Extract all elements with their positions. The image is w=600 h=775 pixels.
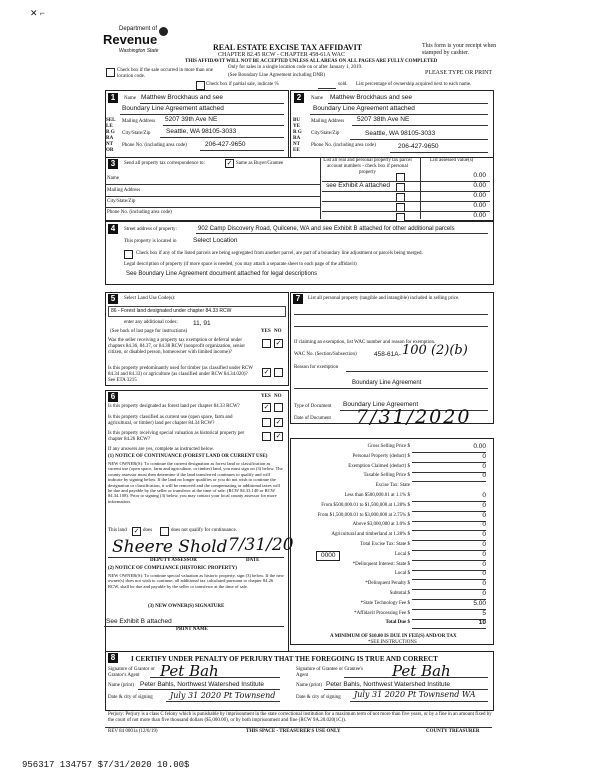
same-as-buyer-label: Same as Buyer/Grantee <box>236 161 284 166</box>
section-4-number: 4 <box>108 224 118 234</box>
tax-row-label: Local $ <box>394 571 410 577</box>
does-qualify-checkbox[interactable]: ✓ <box>133 527 140 535</box>
logo-state-text: Washington State <box>119 48 159 54</box>
historic-text: NEW OWNER(S): To continue special valuation as historic property, sign (3) below. If the new owner(s) does not wish to continue, all additional tax calculated pursuant to chapter 84.26 RCW, shall be due and payable by the seller or transferor at the time of sale. <box>108 573 284 589</box>
tax-row-label: Above $3,000,000 at 3.0% $ <box>352 522 410 528</box>
s6-question-2: Is this property classified as current use (open space, farm and agricultural, or timber) land per chapter 84.34 RCW? <box>108 415 233 426</box>
tax-row <box>292 610 492 620</box>
logo-revenue-text: Revenue <box>103 32 158 47</box>
treasurer-only: THIS SPACE - TREASURER'S USE ONLY <box>246 729 341 734</box>
land-use-label: Select Land Use Code(s): <box>124 296 176 301</box>
wac-subsection[interactable]: 100 (2)(b) <box>402 343 468 358</box>
continuance-title: (1) NOTICE OF CONTINUANCE (FOREST LAND OR CURRENT USE) <box>108 454 268 459</box>
s6-no-label: NO <box>274 394 282 399</box>
seller-phone-label: Phone No. (including area code) <box>122 143 187 148</box>
if-yes-note: If any answers are yes, complete as instructed below. <box>108 447 215 452</box>
local-code-box[interactable]: 0000 <box>316 551 340 561</box>
reason-label: Reason for exemption <box>294 365 339 370</box>
s3-divider-1 <box>320 157 321 219</box>
parcel-row <box>322 181 490 191</box>
county-treasurer: COUNTY TREASURER <box>426 729 480 734</box>
sold-label: sold. <box>338 82 348 87</box>
parcel-value[interactable]: 0.00 <box>473 182 486 189</box>
tax-row <box>292 482 492 492</box>
street-address[interactable]: 902 Camp Discovery Road, Quilcene, WA and see Exhibit B attached for other additional parcels <box>198 226 455 232</box>
grantor-sig-label: Signature of Grantor or Grantor's Agent <box>108 667 155 678</box>
grantor-signature[interactable]: Pet Bah <box>160 662 219 680</box>
tax-row-label: Less than $500,000.01 at 1.1% $ <box>344 492 410 498</box>
partial-percent-line <box>318 88 336 89</box>
tax-row-label: Taxable Selling Price $ <box>363 473 410 479</box>
see-back-note: (See back of last page for instructions) <box>110 329 188 334</box>
parcel-number[interactable]: see Exhibit A attached <box>326 182 390 189</box>
new-owner-signature-label: (3) NEW OWNER(S) SIGNATURE <box>148 604 225 609</box>
tax-row <box>292 561 492 571</box>
seller-name2-line <box>120 114 284 115</box>
tax-row <box>292 580 492 590</box>
reason-value[interactable]: Boundary Line Agreement <box>352 380 422 386</box>
tax-row-label: Total Due $ <box>385 620 410 626</box>
land-use-select[interactable] <box>108 306 286 317</box>
grantor-date-line <box>166 701 280 702</box>
legal-label: Legal description of property (if more space is needed, you may attach a separate sheet to each page of the affidavit) <box>124 262 357 267</box>
tax-row <box>292 502 492 512</box>
street-label: Street address of property: <box>124 227 177 232</box>
tax-row <box>292 472 492 482</box>
tax-row-value[interactable]: 10 <box>478 619 486 627</box>
tax-row-label: *Affidavit Processing Fee $ <box>354 610 410 616</box>
tax-row-value[interactable]: 0 <box>482 550 486 558</box>
does-label: does <box>143 528 153 533</box>
tax-row-value[interactable]: 5 <box>482 609 486 617</box>
assessor-signature[interactable]: Sheere Shold <box>112 537 228 557</box>
tax-row-value[interactable]: 0 <box>482 531 486 539</box>
tax-row-label: Gross Selling Price $ <box>367 444 410 449</box>
tax-row <box>292 541 492 551</box>
date-label: DATE <box>246 558 260 563</box>
s3-city-label: City/State/Zip <box>107 199 136 204</box>
s6-q2-yes-checkbox[interactable] <box>262 418 271 427</box>
multiple-locations-checkbox[interactable] <box>106 68 115 77</box>
tax-row <box>292 570 492 580</box>
parcel-header: List all real and personal property tax parcel account numbers - check box if personal property <box>323 158 412 175</box>
seller-address-line <box>163 125 284 126</box>
doc-date-label: Date of Document <box>294 416 331 421</box>
section-6-number: 6 <box>108 392 118 402</box>
s5-q2-yes-checkbox[interactable]: ✓ <box>263 368 270 376</box>
partial-sale-checkbox[interactable] <box>196 81 205 90</box>
tax-row-label: Personal Property (deduct) $ <box>352 453 410 459</box>
tax-row-value[interactable]: 0 <box>482 570 486 578</box>
tax-row-label: From $1,500,000.01 to $3,000,000 at 2.75% $ <box>317 512 410 518</box>
tax-row-value[interactable]: 5.00 <box>473 599 486 607</box>
seller-city-line <box>160 137 284 138</box>
list-percentage-note: List percentage of ownership acquired next to each name. <box>356 82 472 87</box>
historic-title: (2) NOTICE OF COMPLIANCE (HISTORIC PROPERTY) <box>108 566 237 571</box>
buyer-phone-line <box>390 152 488 153</box>
section-1-number: 1 <box>108 93 118 103</box>
located-label: This property is located in <box>124 239 177 244</box>
recording-stamp: 956317 134757 $7/31/2020 10.00$ <box>22 760 190 770</box>
form-number: REV 84 0001a (12/6/19) <box>108 729 158 734</box>
s5-q2-no-checkbox[interactable] <box>274 368 283 377</box>
partial-sale-label: Check box if partial sale, indicate % <box>206 82 279 87</box>
seller-side-label: SELLER GRANTOR <box>106 118 116 153</box>
tax-row-label: From $500,000.01 to $1,500,000 at 1.28% $ <box>321 502 410 508</box>
tax-row-value[interactable]: 0 <box>482 491 486 499</box>
buyer-city-line <box>350 139 488 140</box>
tax-row <box>292 521 492 531</box>
buyer-name2-line <box>310 114 488 115</box>
parcel-value[interactable]: 0.00 <box>473 212 486 219</box>
tax-row-label: Excise Tax: State <box>375 483 410 489</box>
does-not-qualify-checkbox[interactable] <box>160 527 169 536</box>
tax-row <box>292 463 492 473</box>
type-or-print: PLEASE TYPE OR PRINT <box>425 70 493 76</box>
receipt-note: This form is your receipt when stamped by cashier. <box>422 43 497 56</box>
s6-question-1: Is this property designated as forest land per chapter 84.33 RCW? <box>108 404 240 409</box>
tax-row-value[interactable]: 0 <box>482 472 486 480</box>
grantor-sig-line <box>150 677 280 678</box>
tax-row-value[interactable]: 0.00 <box>473 443 486 450</box>
buyer-address-line <box>352 125 488 126</box>
does-not-label: does not qualify for continuance. <box>171 528 237 533</box>
section-8-number: 8 <box>108 653 118 663</box>
grantee-date-line <box>350 701 488 702</box>
buyer-name2[interactable]: Boundary Line Agreement attached <box>313 105 415 112</box>
s5-no-label: NO <box>274 329 282 334</box>
parcel-value[interactable]: 0.00 <box>473 202 486 209</box>
s6-q1-no-checkbox[interactable] <box>274 403 283 412</box>
s3-mailing-label: Mailing Address <box>107 188 141 193</box>
doc-type-label: Type of Document <box>294 404 332 409</box>
s5-yes-label: YES <box>261 329 271 334</box>
tax-calc-rows <box>292 443 492 629</box>
form-subtitle: CHAPTER 82.45 RCW - CHAPTER 458-61A WAC <box>218 52 345 58</box>
grantor-date-city[interactable]: July 31 2020 Pt Townsend <box>170 691 276 700</box>
tax-row-label: Exemption Claimed (deduct) $ <box>348 463 410 469</box>
section-6-box <box>105 390 289 652</box>
seller-phone-line <box>200 150 284 151</box>
additional-codes[interactable]: 11, 91 <box>193 320 211 327</box>
parcel-value[interactable]: 0.00 <box>473 172 486 179</box>
grantee-sig-line <box>344 677 488 678</box>
parcel-row <box>322 172 490 181</box>
tax-row-label: Local $ <box>394 551 410 557</box>
additional-codes-label: enter any additional codes: <box>124 320 178 325</box>
assessed-header: List assessed value(s) <box>430 158 474 163</box>
section-3-number: 3 <box>108 159 118 169</box>
tax-row-value[interactable]: 0 <box>482 511 486 519</box>
segregated-label: Check box if any of the listed parcels are being segregated from another parcel, are part of a boundary line adjustment or parcels being merged. <box>136 251 423 256</box>
tax-row <box>292 590 492 600</box>
grantor-name-line <box>138 689 280 690</box>
revenue-logo <box>103 26 193 64</box>
s6-q1-yes-checkbox[interactable]: ✓ <box>263 403 270 411</box>
tax-row-label: *Delinquent Penalty $ <box>365 581 410 587</box>
form-title: REAL ESTATE EXCISE TAX AFFIDAVIT <box>213 43 363 52</box>
send-correspondence-label: Send all property tax correspondence to: <box>124 161 205 166</box>
s5-q1-no-checkbox[interactable]: ✓ <box>275 339 282 347</box>
multiple-locations-label: Check box if the sale occurred in more than one location code. <box>117 68 213 79</box>
grantee-date-label: Date & city of signing <box>296 695 341 700</box>
see-instructions: *SEE INSTRUCTIONS <box>368 640 417 645</box>
reason-line <box>346 371 488 372</box>
tax-row-label: *State Technology Fee $ <box>360 600 410 606</box>
doc-type-value[interactable]: Boundary Line Agreement <box>343 401 419 408</box>
tax-row <box>292 600 492 610</box>
tax-row <box>292 531 492 541</box>
section-7-number: 7 <box>293 294 303 304</box>
buyer-phone-label: Phone No. (including area code) <box>311 143 376 148</box>
tax-row <box>292 453 492 463</box>
buyer-name[interactable]: Matthew Brockhaus and see <box>330 94 413 101</box>
grantor-date-label: Date & city of signing <box>108 695 153 700</box>
certify-statement: I CERTIFY UNDER PENALTY OF PERJURY THAT THE FOREGOING IS TRUE AND CORRECT <box>131 655 438 663</box>
seller-address-label: Mailing Address <box>122 119 156 124</box>
s5-q1-yes-checkbox[interactable] <box>262 339 271 348</box>
print-name-value[interactable]: See Exhibit B attached <box>106 618 172 625</box>
tax-row-value[interactable]: 0 <box>482 580 486 588</box>
s6-q2-no-checkbox[interactable]: ✓ <box>275 418 282 426</box>
form-warning: THIS AFFIDAVIT WILL NOT BE ACCEPTED UNLESS ALL AREAS ON ALL PAGES ARE FULLY COMPLETED <box>185 59 438 64</box>
tax-row-value[interactable]: 0 <box>482 521 486 529</box>
seller-address[interactable]: 5207 39th Ave NE <box>165 116 218 123</box>
doc-date-value[interactable]: 7/31/2020 <box>356 406 472 428</box>
buyer-side-label: BUYER GRANTEE <box>293 118 302 153</box>
grantee-sig-label: Signature of Grantee or Grantee's Agent <box>296 667 363 678</box>
legal-description[interactable]: See Boundary Line Agreement document attached for legal descriptions <box>126 271 318 277</box>
section-5-number: 5 <box>108 294 118 304</box>
section-2-number: 2 <box>294 93 304 103</box>
deputy-assessor-label: DEPUTY ASSESSOR <box>150 558 197 563</box>
personal-line-1 <box>294 314 488 315</box>
s6-q3-no-checkbox[interactable]: ✓ <box>275 432 282 440</box>
logo-circle-icon <box>159 27 168 36</box>
seller-city-label: City/State/Zip <box>122 131 151 136</box>
seller-name-line <box>140 103 284 104</box>
parcel-value[interactable]: 0.00 <box>473 192 486 199</box>
seller-city[interactable]: Seattle, WA 98105-3033 <box>166 128 237 135</box>
segregated-checkbox[interactable] <box>124 250 133 259</box>
s5-question-2: Is this property predominantly used for timber (as classified under RCW 84.34 and 84.33) or agriculture (as classified under RCW 84.34.020)? See ETA 3215 <box>108 366 253 383</box>
tax-row-value[interactable]: 0 <box>482 540 486 548</box>
footer-rule <box>105 727 492 728</box>
seller-phone[interactable]: 206-427-9650 <box>205 141 246 148</box>
tax-row <box>292 551 492 561</box>
tax-row <box>292 492 492 502</box>
s3-city-line <box>105 207 320 208</box>
grantor-name-label: Name (print) <box>108 683 134 688</box>
assessor-date[interactable]: 7/31/20 <box>228 535 294 555</box>
grantee-name[interactable]: Peter Bahls, Northwest Watershed Institute <box>326 681 451 688</box>
wac-prefix[interactable]: 458-61A- <box>374 351 401 358</box>
street-line <box>196 233 488 234</box>
tax-row-value[interactable]: 0 <box>482 560 486 568</box>
single-location-note: Only for sales in a single location code on or after January 1, 2019. <box>228 65 363 70</box>
s3-phone-label: Phone No. (including area code) <box>107 210 172 215</box>
grantee-name-label: Name (print) <box>296 683 322 688</box>
print-name-label: PRINT NAME <box>176 627 208 632</box>
tax-row-value[interactable]: 0 <box>482 462 486 470</box>
tax-row <box>292 512 492 522</box>
grantee-date-city[interactable]: July 31 2020 Pt Townsend WA <box>354 690 476 699</box>
exemption-label: If claiming an exemption, list WAC number and reason for exemption. <box>294 340 436 345</box>
s3-name-line <box>105 184 320 185</box>
tax-row-value[interactable]: 0 <box>482 589 486 597</box>
buyer-name-line <box>328 103 488 104</box>
personal-property-label: List all personal property (tangible and intangible) included in selling price. <box>308 296 460 301</box>
parcel-row <box>322 211 490 221</box>
personal-line-2 <box>294 326 488 327</box>
buyer-name-label: Name <box>311 96 323 101</box>
tax-row-label: *Delinquent Interest: State $ <box>352 561 410 567</box>
tax-row <box>292 443 492 453</box>
perjury-notice: Perjury: Perjury is a class C felony which is punishable by imprisonment in the state correctional institution for a maximum term of not more than five years, or by a fine in an amount fixed by the court of not more than five thousand dollars ($5,000.00), or by both imprisonment and fine (RCW 9A.20.020(1C)). <box>108 712 492 723</box>
buyer-address-label: Mailing Address <box>311 119 345 124</box>
parcel-list <box>322 172 490 221</box>
tax-row-value[interactable]: 0 <box>482 501 486 509</box>
wac-label: WAC No. (Section/Subsection) <box>294 352 357 357</box>
tax-row <box>292 619 492 629</box>
s6-question-3: Is this property receiving special valuation as historical property per chapter 84.26 RCW? <box>108 431 245 442</box>
buyer-city-label: City/State/Zip <box>311 131 340 136</box>
land-use-value: 86 - Forest land designated under chapter 84.33 RCW <box>111 308 232 314</box>
reason-line-2 <box>294 388 488 389</box>
tax-row-line <box>412 628 486 629</box>
tax-row-label: Agricultural and timberland at 1.28% $ <box>331 532 410 538</box>
parcel-row <box>322 201 490 211</box>
corner-mark: ✕ ⌐ <box>30 8 45 18</box>
minimum-note: A MINIMUM OF $10.00 IS DUE IN FEE(S) AND/OR TAX <box>330 634 457 639</box>
seller-name-label: Name <box>124 96 136 101</box>
grantee-signature[interactable]: Pet Bah <box>392 662 451 680</box>
s3-mailing-line <box>105 196 320 197</box>
boundary-info: (See Boundary Line Agreement including DNR) <box>228 73 326 78</box>
s6-q3-yes-checkbox[interactable] <box>262 432 271 441</box>
s6-yes-label: YES <box>261 394 271 399</box>
grantor-name[interactable]: Peter Bahls, Northwest Watershed Institute <box>140 681 265 688</box>
buyer-city[interactable]: Seattle, WA 98105-3033 <box>365 130 436 137</box>
continuance-text: NEW OWNER(S): To continue the current designation as forest land or classification as current use (open space, farm and agriculture, or timber) land, you must sign on (3) below. The county assessor must then determine if the land transferred continues to qualify and will indicate by signing below. If the land no longer qualifies or you do not wish to continue the designation or classification, it will be removed and the compensating or additional taxes will be due and payable by the seller or transferor at the time of sale. (RCW 84.33.140 or RCW 84.34.108). Prior to signing (3) below, you may contact your local county assessor for more information. <box>108 461 283 504</box>
tax-row-value[interactable]: 0 <box>482 452 486 460</box>
buyer-address[interactable]: 5207 38th Ave NE <box>357 116 410 123</box>
same-as-buyer-checkbox[interactable]: ✓ <box>226 159 233 167</box>
buyer-phone[interactable]: 206-427-9650 <box>398 143 439 150</box>
s5-question-1: Was the seller receiving a property tax exemption or deferral under chapters 84.36, 84.37, or 84.38 RCW (nonprofit organization, senior citizen, or disabled person, homeowner with limited income)? <box>108 338 246 355</box>
located-select[interactable]: Select Location <box>193 237 238 244</box>
logo-dept-text: Department of <box>119 26 158 32</box>
seller-name2[interactable]: Boundary Line Agreement attached <box>122 105 224 112</box>
seller-name[interactable]: Matthew Brockhaus and see <box>141 94 224 101</box>
tax-row-label: Subtotal $ <box>389 590 410 596</box>
s3-name-label: Name <box>107 176 119 181</box>
this-land-label: This land <box>108 528 127 533</box>
tax-row-label: Total Excise Tax: State $ <box>360 541 410 547</box>
parcel-row <box>322 191 490 201</box>
